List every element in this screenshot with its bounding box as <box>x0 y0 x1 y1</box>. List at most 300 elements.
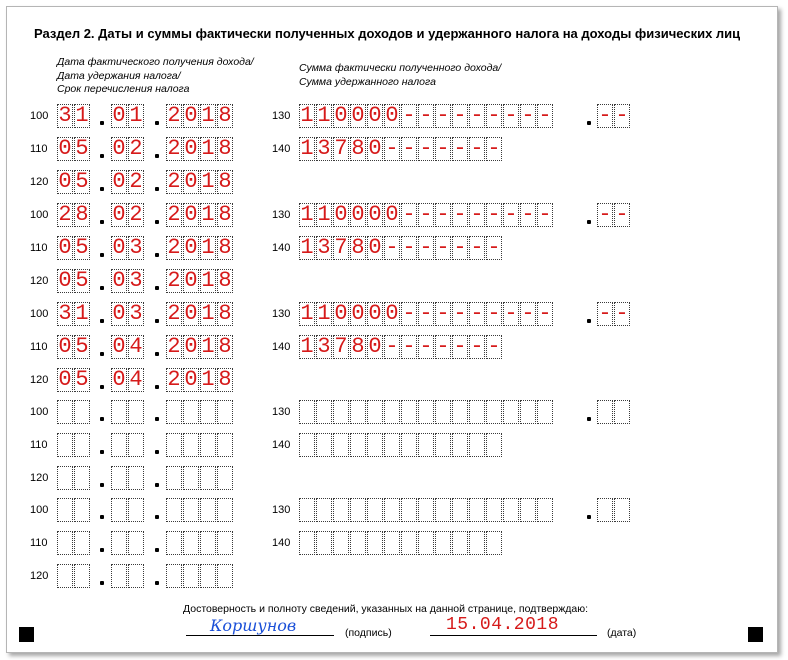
certification-text: Достоверность и полноту сведений, указанных на данной странице, подтверждаю: <box>183 603 589 615</box>
input-cell[interactable]: 1 <box>75 301 89 326</box>
input-cell[interactable] <box>57 498 73 522</box>
input-cell[interactable]: 0 <box>112 235 126 260</box>
input-cell[interactable]: 7 <box>334 334 348 359</box>
input-cell[interactable] <box>486 400 502 424</box>
input-cell[interactable] <box>57 466 73 490</box>
input-cell[interactable]: - <box>504 301 518 326</box>
input-cell[interactable]: - <box>470 235 484 260</box>
input-cell[interactable]: 3 <box>129 301 143 326</box>
input-cell[interactable]: 1 <box>300 136 314 161</box>
input-cell[interactable] <box>183 433 199 457</box>
input-cell[interactable] <box>520 400 536 424</box>
input-cell[interactable] <box>367 400 383 424</box>
input-cell[interactable] <box>333 498 349 522</box>
input-cell[interactable]: 1 <box>129 103 143 128</box>
corner-marker-left <box>19 627 34 642</box>
input-cell[interactable] <box>74 564 90 588</box>
input-cell[interactable]: 0 <box>112 202 126 227</box>
input-cell[interactable]: - <box>487 202 501 227</box>
input-cell[interactable]: 1 <box>317 103 331 128</box>
input-cell[interactable] <box>418 433 434 457</box>
input-cell[interactable]: - <box>419 202 433 227</box>
cell-group <box>111 269 145 293</box>
input-cell[interactable] <box>367 531 383 555</box>
input-cell[interactable] <box>217 498 233 522</box>
input-cell[interactable]: 0 <box>184 136 198 161</box>
input-cell[interactable]: 1 <box>201 202 215 227</box>
input-cell[interactable]: 8 <box>351 136 365 161</box>
input-cell[interactable]: 8 <box>351 334 365 359</box>
input-cell[interactable] <box>350 498 366 522</box>
input-cell[interactable]: - <box>521 301 535 326</box>
input-cell[interactable]: - <box>385 334 399 359</box>
input-cell[interactable]: - <box>436 103 450 128</box>
input-cell[interactable] <box>57 433 73 457</box>
input-cell[interactable] <box>74 531 90 555</box>
input-cell[interactable]: 2 <box>167 202 181 227</box>
input-cell[interactable]: - <box>419 136 433 161</box>
input-cell[interactable] <box>128 564 144 588</box>
field-code: 110 <box>30 537 48 549</box>
input-cell[interactable]: - <box>436 235 450 260</box>
input-cell[interactable] <box>384 531 400 555</box>
input-cell[interactable]: - <box>419 334 433 359</box>
input-cell[interactable]: - <box>598 301 612 326</box>
input-cell[interactable]: 0 <box>184 334 198 359</box>
input-cell[interactable] <box>469 433 485 457</box>
input-cell[interactable]: - <box>487 301 501 326</box>
cell-group <box>166 400 234 424</box>
separator-dot <box>155 483 159 487</box>
input-cell[interactable]: 1 <box>201 334 215 359</box>
input-cell[interactable] <box>128 466 144 490</box>
input-cell[interactable] <box>128 531 144 555</box>
separator-dot <box>100 319 104 323</box>
input-cell[interactable]: - <box>615 103 629 128</box>
input-cell[interactable]: 0 <box>334 301 348 326</box>
input-cell[interactable]: - <box>453 301 467 326</box>
input-cell[interactable] <box>418 531 434 555</box>
input-cell[interactable]: 0 <box>184 367 198 392</box>
input-cell[interactable]: - <box>487 136 501 161</box>
separator-dot <box>100 548 104 552</box>
input-cell[interactable]: 0 <box>351 103 365 128</box>
input-cell[interactable]: - <box>419 301 433 326</box>
input-cell[interactable]: 8 <box>218 301 232 326</box>
input-cell[interactable]: - <box>453 136 467 161</box>
input-cell[interactable]: 0 <box>334 103 348 128</box>
input-cell[interactable] <box>367 498 383 522</box>
input-cell[interactable]: - <box>598 202 612 227</box>
input-cell[interactable] <box>401 531 417 555</box>
input-cell[interactable] <box>217 564 233 588</box>
input-cell[interactable] <box>469 498 485 522</box>
input-cell[interactable] <box>111 564 127 588</box>
field-code: 130 <box>272 308 291 320</box>
input-cell[interactable]: - <box>487 235 501 260</box>
input-cell[interactable]: 0 <box>58 169 72 194</box>
input-cell[interactable]: 1 <box>201 169 215 194</box>
input-cell[interactable]: - <box>470 103 484 128</box>
input-cell[interactable]: - <box>487 103 501 128</box>
input-cell[interactable]: 2 <box>129 136 143 161</box>
separator-dot <box>100 154 104 158</box>
input-cell[interactable]: - <box>470 301 484 326</box>
input-cell[interactable]: - <box>402 202 416 227</box>
input-cell[interactable] <box>74 433 90 457</box>
input-cell[interactable]: 0 <box>184 169 198 194</box>
input-cell[interactable]: - <box>598 103 612 128</box>
input-cell[interactable] <box>469 400 485 424</box>
input-cell[interactable] <box>452 498 468 522</box>
input-cell[interactable]: - <box>615 301 629 326</box>
input-cell[interactable]: 1 <box>201 103 215 128</box>
input-cell[interactable] <box>452 433 468 457</box>
input-cell[interactable]: 0 <box>184 301 198 326</box>
input-cell[interactable]: 0 <box>368 136 382 161</box>
input-cell[interactable] <box>200 564 216 588</box>
input-cell[interactable]: - <box>453 334 467 359</box>
field-code: 130 <box>272 504 291 516</box>
separator-dot <box>100 220 104 224</box>
input-cell[interactable]: - <box>538 202 552 227</box>
input-cell[interactable]: 1 <box>300 301 314 326</box>
separator-dot <box>155 352 159 356</box>
input-cell[interactable] <box>435 531 451 555</box>
input-cell[interactable]: - <box>538 301 552 326</box>
input-cell[interactable] <box>537 400 553 424</box>
input-cell[interactable]: 3 <box>58 103 72 128</box>
input-cell[interactable] <box>435 498 451 522</box>
input-cell[interactable]: 0 <box>58 334 72 359</box>
input-cell[interactable]: 0 <box>184 202 198 227</box>
input-cell[interactable]: 2 <box>167 268 181 293</box>
input-cell[interactable] <box>217 433 233 457</box>
input-cell[interactable] <box>200 466 216 490</box>
input-cell[interactable]: 0 <box>351 301 365 326</box>
cell-group <box>111 400 145 424</box>
input-cell[interactable] <box>200 498 216 522</box>
input-cell[interactable] <box>384 400 400 424</box>
input-cell[interactable] <box>452 400 468 424</box>
input-cell[interactable]: - <box>470 202 484 227</box>
input-cell[interactable] <box>316 400 332 424</box>
input-cell[interactable]: - <box>470 334 484 359</box>
input-cell[interactable] <box>57 531 73 555</box>
input-cell[interactable]: 5 <box>75 334 89 359</box>
input-cell[interactable]: 8 <box>218 136 232 161</box>
cell-group <box>299 104 554 128</box>
cell-group <box>57 104 91 128</box>
input-cell[interactable]: 1 <box>317 301 331 326</box>
separator-dot <box>100 385 104 389</box>
cell-group <box>111 335 145 359</box>
input-cell[interactable]: - <box>385 136 399 161</box>
input-cell[interactable]: 1 <box>75 103 89 128</box>
field-code: 140 <box>272 341 291 353</box>
input-cell[interactable] <box>183 498 199 522</box>
input-cell[interactable] <box>111 466 127 490</box>
separator-dot <box>100 187 104 191</box>
input-cell[interactable] <box>183 400 199 424</box>
input-cell[interactable]: 8 <box>218 103 232 128</box>
input-cell[interactable]: 8 <box>351 235 365 260</box>
input-cell[interactable] <box>401 400 417 424</box>
input-cell[interactable]: - <box>521 103 535 128</box>
input-cell[interactable] <box>435 433 451 457</box>
input-cell[interactable]: 0 <box>334 202 348 227</box>
input-cell[interactable]: 4 <box>129 334 143 359</box>
input-cell[interactable]: - <box>453 103 467 128</box>
input-cell[interactable]: 5 <box>75 235 89 260</box>
input-cell[interactable] <box>597 498 613 522</box>
input-cell[interactable]: 1 <box>201 268 215 293</box>
input-cell[interactable]: 7 <box>334 235 348 260</box>
input-cell[interactable] <box>614 498 630 522</box>
input-cell[interactable]: - <box>402 334 416 359</box>
input-cell[interactable] <box>200 433 216 457</box>
input-cell[interactable] <box>128 433 144 457</box>
input-cell[interactable]: 2 <box>167 103 181 128</box>
input-cell[interactable]: 1 <box>201 367 215 392</box>
input-cell[interactable]: 2 <box>129 202 143 227</box>
input-cell[interactable]: 8 <box>218 367 232 392</box>
input-cell[interactable] <box>166 498 182 522</box>
field-code: 110 <box>30 439 48 451</box>
input-cell[interactable]: 0 <box>184 268 198 293</box>
input-cell[interactable]: - <box>504 202 518 227</box>
input-cell[interactable]: 8 <box>218 334 232 359</box>
input-cell[interactable] <box>316 498 332 522</box>
input-cell[interactable]: - <box>453 202 467 227</box>
input-cell[interactable]: 5 <box>75 268 89 293</box>
input-cell[interactable] <box>111 531 127 555</box>
input-cell[interactable]: 5 <box>75 136 89 161</box>
field-code: 110 <box>30 341 48 353</box>
input-cell[interactable]: 4 <box>129 367 143 392</box>
input-cell[interactable]: - <box>470 136 484 161</box>
input-cell[interactable]: 0 <box>368 301 382 326</box>
input-cell[interactable]: 3 <box>317 334 331 359</box>
input-cell[interactable] <box>486 498 502 522</box>
input-cell[interactable] <box>537 498 553 522</box>
field-code: 100 <box>30 504 49 516</box>
input-cell[interactable]: 0 <box>368 334 382 359</box>
input-cell[interactable] <box>384 498 400 522</box>
input-cell[interactable]: 3 <box>317 136 331 161</box>
input-cell[interactable] <box>316 433 332 457</box>
input-cell[interactable]: - <box>538 103 552 128</box>
input-cell[interactable]: - <box>504 103 518 128</box>
input-cell[interactable]: - <box>436 301 450 326</box>
input-cell[interactable]: - <box>521 202 535 227</box>
input-cell[interactable]: 0 <box>385 202 399 227</box>
input-cell[interactable] <box>350 433 366 457</box>
input-cell[interactable]: 0 <box>112 334 126 359</box>
input-cell[interactable] <box>418 400 434 424</box>
cell-group <box>166 104 234 128</box>
input-cell[interactable]: 2 <box>167 169 181 194</box>
separator-dot <box>100 352 104 356</box>
input-cell[interactable]: 2 <box>167 235 181 260</box>
input-cell[interactable] <box>350 400 366 424</box>
input-cell[interactable] <box>486 531 502 555</box>
input-cell[interactable]: 8 <box>218 169 232 194</box>
input-cell[interactable] <box>128 400 144 424</box>
input-cell[interactable] <box>435 400 451 424</box>
cell-group <box>57 302 91 326</box>
input-cell[interactable] <box>367 433 383 457</box>
input-cell[interactable] <box>183 531 199 555</box>
input-cell[interactable]: 8 <box>218 235 232 260</box>
input-cell[interactable] <box>111 498 127 522</box>
input-cell[interactable] <box>200 531 216 555</box>
input-cell[interactable]: 0 <box>112 103 126 128</box>
input-cell[interactable] <box>111 400 127 424</box>
input-cell[interactable]: 7 <box>334 136 348 161</box>
input-cell[interactable] <box>520 498 536 522</box>
input-cell[interactable]: 1 <box>201 136 215 161</box>
input-cell[interactable]: 2 <box>58 202 72 227</box>
input-cell[interactable]: 0 <box>58 235 72 260</box>
input-cell[interactable]: 0 <box>58 136 72 161</box>
input-cell[interactable]: - <box>402 103 416 128</box>
input-cell[interactable] <box>217 400 233 424</box>
input-cell[interactable] <box>217 531 233 555</box>
input-cell[interactable]: 0 <box>112 169 126 194</box>
input-cell[interactable]: 3 <box>129 268 143 293</box>
input-cell[interactable]: 0 <box>368 103 382 128</box>
input-cell[interactable] <box>217 466 233 490</box>
input-cell[interactable]: 5 <box>75 367 89 392</box>
input-cell[interactable]: 2 <box>167 334 181 359</box>
input-cell[interactable] <box>614 400 630 424</box>
input-cell[interactable]: - <box>402 235 416 260</box>
input-cell[interactable]: 0 <box>184 103 198 128</box>
input-cell[interactable]: 2 <box>167 367 181 392</box>
input-cell[interactable] <box>166 564 182 588</box>
input-cell[interactable] <box>333 433 349 457</box>
input-cell[interactable]: 0 <box>112 136 126 161</box>
cell-group <box>57 170 91 194</box>
input-cell[interactable]: 5 <box>75 169 89 194</box>
input-cell[interactable]: - <box>436 202 450 227</box>
input-cell[interactable] <box>57 564 73 588</box>
input-cell[interactable] <box>401 433 417 457</box>
input-cell[interactable] <box>57 400 73 424</box>
input-cell[interactable]: 0 <box>112 367 126 392</box>
input-cell[interactable]: - <box>402 301 416 326</box>
input-cell[interactable]: 1 <box>201 235 215 260</box>
input-cell[interactable]: 0 <box>112 301 126 326</box>
input-cell[interactable] <box>166 400 182 424</box>
input-cell[interactable]: 1 <box>300 334 314 359</box>
input-cell[interactable]: - <box>436 136 450 161</box>
input-cell[interactable]: 3 <box>317 235 331 260</box>
input-cell[interactable] <box>166 531 182 555</box>
input-cell[interactable]: - <box>419 103 433 128</box>
header-line: Дата фактического получения дохода/ <box>57 56 254 68</box>
input-cell[interactable]: - <box>453 235 467 260</box>
input-cell[interactable] <box>128 498 144 522</box>
input-cell[interactable]: 2 <box>129 169 143 194</box>
input-cell[interactable]: 3 <box>129 235 143 260</box>
cell-group <box>111 564 145 588</box>
input-cell[interactable] <box>166 433 182 457</box>
input-cell[interactable]: 8 <box>75 202 89 227</box>
input-cell[interactable]: 1 <box>300 103 314 128</box>
input-cell[interactable]: 0 <box>385 103 399 128</box>
input-cell[interactable]: 0 <box>351 202 365 227</box>
input-cell[interactable] <box>74 466 90 490</box>
input-cell[interactable]: 8 <box>218 268 232 293</box>
separator-dot <box>155 154 159 158</box>
input-cell[interactable]: 1 <box>300 235 314 260</box>
cell-group <box>166 335 234 359</box>
input-cell[interactable] <box>299 433 315 457</box>
input-cell[interactable]: 2 <box>167 301 181 326</box>
input-cell[interactable] <box>384 433 400 457</box>
input-cell[interactable]: 1 <box>300 202 314 227</box>
input-cell[interactable]: - <box>487 334 501 359</box>
input-cell[interactable]: 1 <box>201 301 215 326</box>
input-cell[interactable] <box>452 531 468 555</box>
input-cell[interactable]: 8 <box>218 202 232 227</box>
input-cell[interactable] <box>401 498 417 522</box>
cell-group <box>111 498 145 522</box>
input-cell[interactable]: - <box>402 136 416 161</box>
header-line: Дата удержания налога/ <box>57 69 181 82</box>
input-cell[interactable]: 0 <box>184 235 198 260</box>
input-cell[interactable] <box>418 498 434 522</box>
input-cell[interactable] <box>299 498 315 522</box>
input-cell[interactable]: 1 <box>317 202 331 227</box>
cell-group <box>111 466 145 490</box>
input-cell[interactable] <box>183 564 199 588</box>
input-cell[interactable]: - <box>615 202 629 227</box>
input-cell[interactable]: 0 <box>368 202 382 227</box>
input-cell[interactable]: 2 <box>167 136 181 161</box>
input-cell[interactable] <box>333 531 349 555</box>
input-cell[interactable] <box>74 498 90 522</box>
input-cell[interactable]: 0 <box>58 268 72 293</box>
input-cell[interactable] <box>486 433 502 457</box>
input-cell[interactable]: 0 <box>385 301 399 326</box>
input-cell[interactable] <box>299 400 315 424</box>
input-cell[interactable]: 0 <box>58 367 72 392</box>
input-cell[interactable]: - <box>419 235 433 260</box>
input-cell[interactable] <box>183 466 199 490</box>
input-cell[interactable] <box>469 531 485 555</box>
input-cell[interactable] <box>333 400 349 424</box>
input-cell[interactable] <box>316 531 332 555</box>
input-cell[interactable] <box>503 498 519 522</box>
input-cell[interactable] <box>111 433 127 457</box>
input-cell[interactable] <box>200 400 216 424</box>
input-cell[interactable]: 3 <box>58 301 72 326</box>
input-cell[interactable]: - <box>385 235 399 260</box>
input-cell[interactable] <box>597 400 613 424</box>
input-cell[interactable]: - <box>436 334 450 359</box>
input-cell[interactable] <box>299 531 315 555</box>
input-cell[interactable]: 0 <box>368 235 382 260</box>
input-cell[interactable] <box>350 531 366 555</box>
input-cell[interactable] <box>503 400 519 424</box>
input-cell[interactable] <box>74 400 90 424</box>
input-cell[interactable]: 0 <box>112 268 126 293</box>
input-cell[interactable] <box>166 466 182 490</box>
cell-group <box>597 104 631 128</box>
